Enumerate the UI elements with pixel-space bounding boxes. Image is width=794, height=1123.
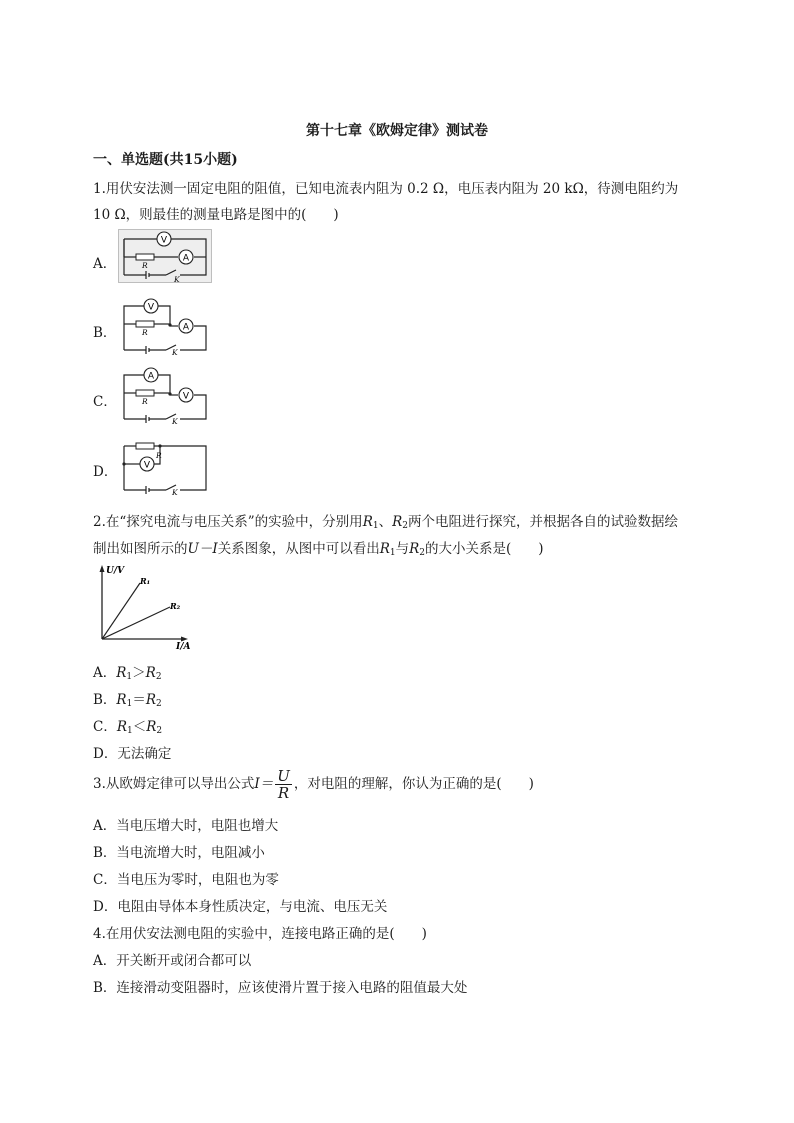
resistor-label: R	[142, 261, 148, 270]
q4-option-a: A．开关断开或闭合都可以	[93, 953, 252, 969]
q4-line: 4.在用伏安法测电阻的实验中，连接电路正确的是( )	[93, 926, 427, 942]
q1-option-a-label: A．	[93, 256, 117, 272]
switch-label: K	[172, 417, 178, 426]
q1-circuit-c	[118, 367, 212, 426]
voltmeter-label: V	[182, 391, 190, 402]
switch-label: K	[172, 488, 178, 497]
q4-option-b: B．连接滑动变阻器时，应该使滑片置于接入电路的阻值最大处	[93, 980, 468, 996]
q2-option-c: C．$R_1<R_2$	[93, 719, 163, 736]
q1-option-b-label: B．	[93, 325, 117, 341]
q1-circuit-a	[118, 229, 212, 283]
q1-line1: 1.用伏安法测一固定电阻的阻值，已知电流表内阻为 0.2 Ω，电压表内阻为 20 kΩ，待测电阻约为	[93, 181, 679, 197]
q3-option-a: A．当电压增大时，电阻也增大	[93, 818, 279, 834]
q2-line2: 制出如图所示的U－I关系图象，从图中可以看出$R_1$与$R_2$的大小关系是( )	[93, 541, 544, 558]
q3-option-b: B．当电流增大时，电阻减小	[93, 845, 265, 861]
ohm-formula-fraction: $\frac{U}{R}$	[277, 767, 290, 802]
switch-label: K	[172, 348, 178, 357]
q2-option-d: D．无法确定	[93, 746, 172, 762]
q2-option-a: A．$R_1>R_2$	[93, 665, 162, 682]
x-axis-label: I/A	[176, 642, 191, 652]
resistor-label: R	[142, 397, 148, 406]
r1-label: R₁	[140, 576, 151, 586]
ammeter-label: A	[147, 371, 155, 382]
y-axis-label: U/V	[106, 566, 125, 576]
ammeter-label: A	[182, 322, 190, 333]
voltmeter-label: V	[160, 235, 168, 246]
switch-label: K	[174, 275, 180, 284]
q1-option-c-label: C．	[93, 394, 117, 410]
q1-circuit-b	[118, 298, 212, 357]
q1-line2: 10 Ω，则最佳的测量电路是图中的( )	[93, 207, 339, 223]
section-title: 一、单选题(共15小题)	[93, 152, 238, 168]
q2-line1: 2.在“探究电流与电压关系”的实验中，分别用$R_1$、$R_2$两个电阻进行探究，并根据各自的试验数据绘	[93, 514, 678, 531]
voltmeter-label: V	[147, 302, 155, 313]
resistor-label: R	[142, 328, 148, 337]
resistor-label: R	[156, 451, 162, 460]
page-title: 第十七章《欧姆定律》测试卷	[306, 123, 488, 139]
r2-label: R₂	[170, 601, 181, 611]
q1-option-d-label: D．	[93, 464, 118, 480]
q2-ui-graph	[96, 563, 196, 651]
q3-option-d: D．电阻由导体本身性质决定，与电流、电压无关	[93, 899, 388, 915]
q3-line: 3.从欧姆定律可以导出公式I＝ $\frac{U}{R}$ ，对电阻的理解，你认为正确的是( )	[93, 767, 534, 802]
q3-option-c: C．当电压为零时，电阻也为零	[93, 872, 279, 888]
q1-circuit-d	[118, 438, 212, 497]
q2-option-b: B．$R_1=R_2$	[93, 692, 162, 709]
ammeter-label: A	[182, 253, 190, 264]
voltmeter-label: V	[143, 460, 151, 471]
